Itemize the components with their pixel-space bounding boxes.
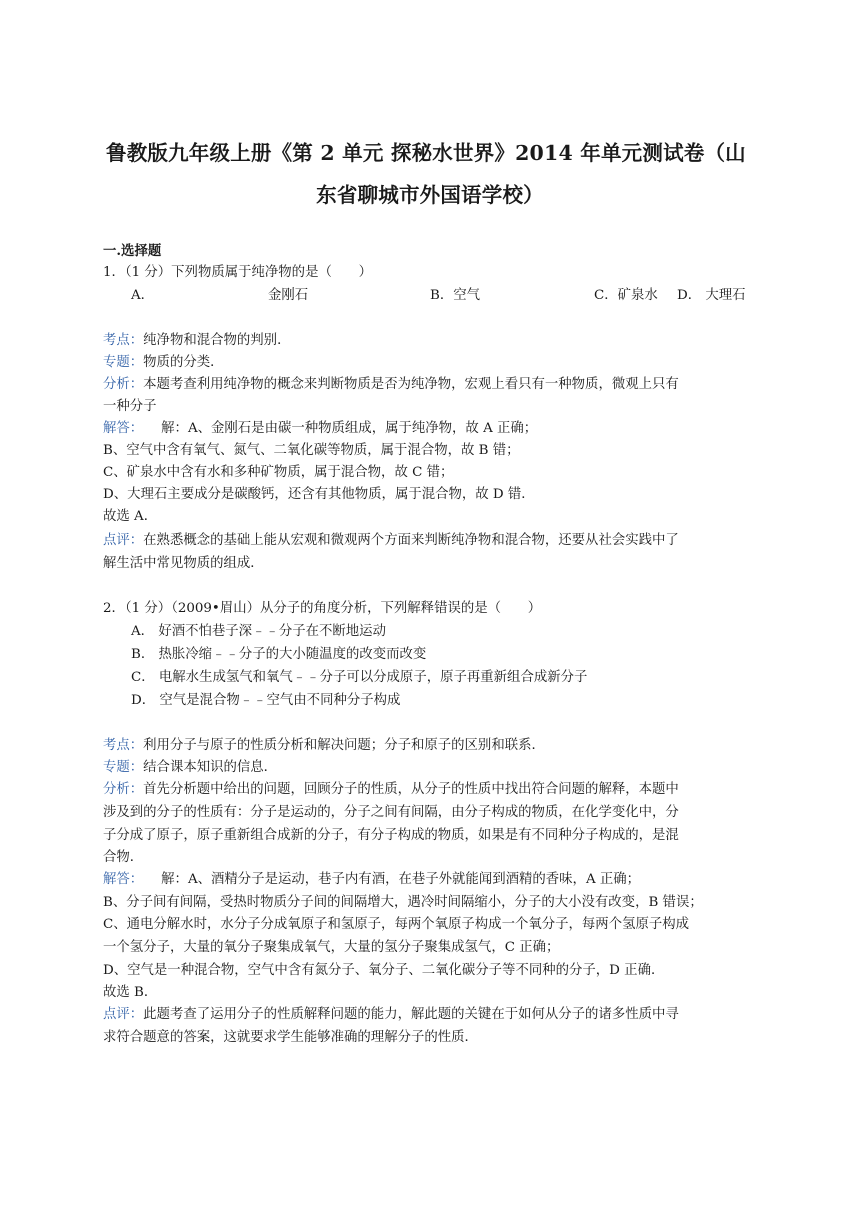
document-title-line-2: 东省聊城市外国语学校） — [316, 183, 544, 207]
q2-fenxi-text-3: 子分成了原子，原子重新组合成新的分子，有分子构成的物质，如果是有不同种分子构成的，是混 — [103, 828, 679, 843]
q1-kaodian-label: 考点： — [103, 333, 144, 348]
q2-dianping-text-2: 求符合题意的答案，这就要求学生能够准确的理解分子的性质． — [103, 1030, 478, 1045]
q2-jieda-text-5: D、空气是一种混合物，空气中含有氮分子、氧分子、二氧化碳分子等不同种的分子，D 正确． — [103, 963, 665, 978]
q2-stem: 2．（1 分）（2009•眉山）从分子的角度分析，下列解释错误的是（ ） — [103, 601, 542, 616]
q1-jieda-text-4: D、大理石主要成分是碳酸钙，还含有其他物质，属于混合物，故 D 错． — [103, 487, 535, 502]
q2-jieda-text-3: C、通电分解水时，水分子分成氧原子和氢原子，每两个氧原子构成一个氧分子，每两个氢原子构成 — [103, 917, 690, 932]
q1-dianping-label: 点评： — [103, 533, 144, 548]
q2-dianping — [103, 1004, 763, 1026]
document-title-line-1: 鲁教版九年级上册《第 2 单元 探秘水世界》2014 年单元测试卷（山 — [106, 141, 746, 165]
q2-kaodian-label: 考点： — [103, 738, 144, 753]
q1-zhuanti-label: 专题： — [103, 355, 144, 370]
q1-kaodian — [103, 330, 763, 352]
q2-fenxi — [103, 779, 763, 801]
q2-jieda-text-2: B、分子间有间隔，受热时物质分子间的间隔增大，遇冷时间隔缩小，分子的大小没有改变，B 错误； — [103, 895, 703, 910]
q1-fenxi-label: 分析： — [103, 377, 144, 392]
q2-jieda-text-1: 解：A、酒精分子是运动，巷子内有酒，在巷子外就能闻到酒精的香味，A 正确； — [161, 872, 641, 887]
q2-zhuanti-label: 专题： — [103, 760, 144, 775]
q2-kaodian — [103, 735, 763, 757]
q1-option-c: C．矿泉水 — [594, 288, 658, 303]
q2-option-a: A． 好酒不怕巷子深﹣﹣分子在不断地运动 — [131, 624, 386, 639]
q1-stem: 1．（1 分）下列物质属于纯净物的是（ ） — [103, 265, 373, 280]
q2-kaodian-text: 利用分子与原子的性质分析和解决问题；分子和原子的区别和联系． — [143, 738, 545, 753]
q2-dianping-text-1: 此题考查了运用分子的性质解释问题的能力，解此题的关键在于如何从分子的诸多性质中寻 — [143, 1007, 679, 1022]
q2-option-c: C． 电解水生成氢气和氧气﹣﹣分子可以分成原子，原子再重新组合成新分子 — [131, 670, 588, 685]
q2-dianping-label: 点评： — [103, 1007, 144, 1022]
q1-fenxi-text-1: 本题考查利用纯净物的概念来判断物质是否为纯净物，宏观上看只有一种物质，微观上只有 — [143, 377, 679, 392]
q1-kaodian-text: 纯净物和混合物的判别． — [143, 333, 291, 348]
q1-fenxi-text-2: 一种分子 — [103, 399, 157, 414]
q2-jieda-text-4: 一个氢分子，大量的氧分子聚集成氧气，大量的氢分子聚集成氢气，C 正确； — [103, 940, 560, 955]
q1-zhuanti-text: 物质的分类． — [143, 355, 224, 370]
q2-jieda-label: 解答： — [103, 872, 144, 887]
q2-zhuanti — [103, 757, 763, 779]
q1-jieda — [103, 418, 763, 440]
q1-option-d: D． 大理石 — [677, 288, 746, 303]
q1-fenxi — [103, 374, 763, 396]
q1-dianping-text-1: 在熟悉概念的基础上能从宏观和微观两个方面来判断纯净物和混合物，还要从社会实践中了 — [143, 533, 679, 548]
q1-dianping — [103, 530, 763, 552]
q1-jieda-text-5: 故选 A． — [103, 509, 158, 524]
section-heading: 一.选择题 — [103, 243, 162, 259]
q1-jieda-text-2: B、空气中含有氧气、氮气、二氧化碳等物质，属于混合物，故 B 错； — [103, 443, 520, 458]
q2-fenxi-text-1: 首先分析题中给出的问题，回顾分子的性质，从分子的性质中找出符合问题的解释，本题中 — [143, 782, 679, 797]
q2-fenxi-text-2: 涉及到的分子的性质有：分子是运动的，分子之间有间隔，由分子构成的物质，在化学变化中，分 — [103, 805, 679, 820]
q2-fenxi-text-4: 合物． — [103, 850, 144, 865]
q2-fenxi-label: 分析： — [103, 782, 144, 797]
q1-jieda-label: 解答： — [103, 421, 144, 436]
q2-option-d: D． 空气是混合物﹣﹣空气由不同种分子构成 — [131, 693, 401, 708]
q1-option-b: B．空气 — [430, 288, 481, 303]
q1-jieda-text-1: 解：A、金刚石是由碳一种物质组成，属于纯净物，故 A 正确； — [161, 421, 538, 436]
q1-dianping-text-2: 解生活中常见物质的组成． — [103, 556, 264, 571]
q1-jieda-text-3: C、矿泉水中含有水和多种矿物质，属于混合物，故 C 错； — [103, 465, 454, 480]
q1-option-a-text: 金刚石 — [268, 288, 309, 303]
q1-option-a-label: A． — [131, 288, 155, 303]
q2-zhuanti-text: 结合课本知识的信息． — [143, 760, 278, 775]
q1-zhuanti — [103, 352, 763, 374]
q2-jieda — [103, 869, 763, 891]
q2-option-b: B． 热胀冷缩﹣﹣分子的大小随温度的改变而改变 — [131, 647, 427, 662]
q2-jieda-text-6: 故选 B． — [103, 985, 158, 1000]
